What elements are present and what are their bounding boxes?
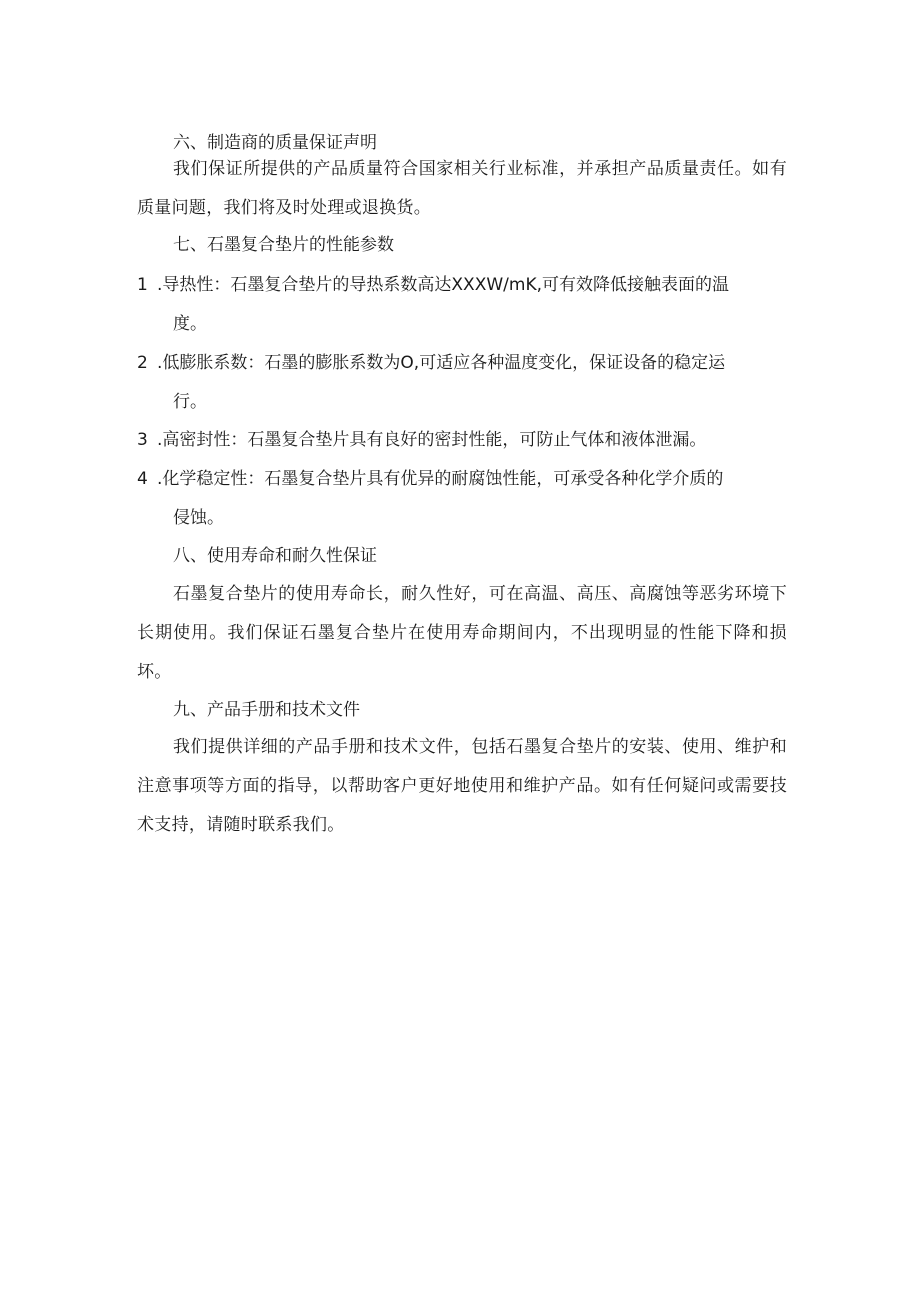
list-item-number: 1 xyxy=(137,275,148,295)
list-item xyxy=(137,421,787,460)
section-9-paragraph: 我们提供详细的产品手册和技术文件，包括石墨复合垫片的安装、使用、维护和注意事项等方面的指导，以帮助客户更好地使用和维护产品。如有任何疑问或需要技术支持，请随时联系我们。 xyxy=(137,737,787,835)
section-8-heading: 八、使用寿命和耐久性保证 xyxy=(173,546,377,566)
list-item-continuation: 侵蚀。 xyxy=(173,508,224,528)
list-item-text: .化学稳定性：石墨复合垫片具有优异的耐腐蚀性能，可承受各种化学介质的 xyxy=(157,469,724,489)
list-item-continuation: 行。 xyxy=(173,392,207,412)
list-item xyxy=(137,344,787,422)
list-item-number: 2 xyxy=(137,353,148,373)
section-8-paragraph: 石墨复合垫片的使用寿命长，耐久性好，可在高温、高压、高腐蚀等恶劣环境下长期使用。我们保证石墨复合垫片在使用寿命期间内，不出现明显的性能下降和损坏。 xyxy=(137,584,787,682)
list-item-text: .导热性：石墨复合垫片的导热系数高达XXXW/mK,可有效降低接触表面的温 xyxy=(157,275,729,295)
list-item-continuation: 度。 xyxy=(173,314,207,334)
list-item-text: .低膨胀系数：石墨的膨胀系数为O,可适应各种温度变化，保证设备的稳定运 xyxy=(157,353,726,373)
list-item xyxy=(137,460,787,538)
list-item-number: 4 xyxy=(137,469,148,489)
section-7-heading: 七、石墨复合垫片的性能参数 xyxy=(173,235,394,255)
list-item xyxy=(137,266,787,344)
list-item-number: 3 xyxy=(137,430,148,450)
section-6-paragraph: 我们保证所提供的产品质量符合国家相关行业标准，并承担产品质量责任。如有质量问题，我们将及时处理或退换货。 xyxy=(137,159,787,218)
list-item-text: .高密封性：石墨复合垫片具有良好的密封性能，可防止气体和液体泄漏。 xyxy=(157,430,707,450)
section-6-heading: 六、制造商的质量保证声明 xyxy=(173,133,377,153)
section-9-heading: 九、产品手册和技术文件 xyxy=(173,700,360,720)
